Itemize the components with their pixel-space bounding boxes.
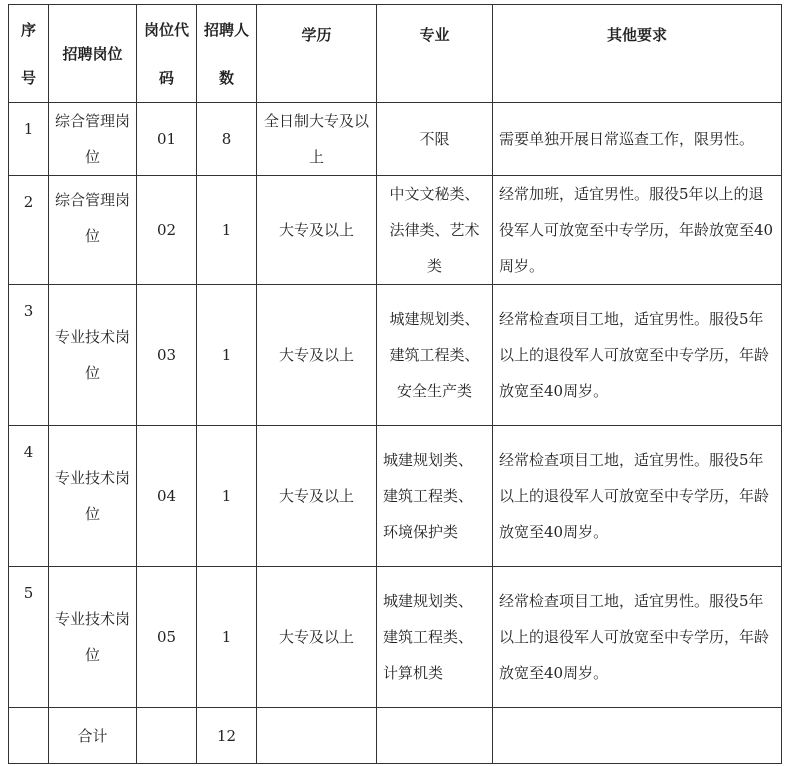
cell-seq: 3	[9, 285, 49, 426]
header-other: 其他要求	[493, 5, 782, 103]
table-row	[9, 426, 782, 567]
cell-education: 大专及以上	[257, 567, 377, 708]
total-row	[9, 708, 782, 764]
cell-seq-empty	[9, 708, 49, 764]
table-row	[9, 176, 782, 285]
cell-other: 经常检查项目工地，适宜男性。服役5年以上的退役军人可放宽至中专学历，年龄放宽至40周岁。	[493, 285, 782, 426]
cell-code: 05	[137, 567, 197, 708]
cell-education-empty	[257, 708, 377, 764]
cell-education: 全日制大专及以上	[257, 103, 377, 176]
header-code: 岗位代码	[137, 5, 197, 103]
cell-other: 需要单独开展日常巡查工作，限男性。	[493, 103, 782, 176]
header-major: 专业	[377, 5, 493, 103]
header-row	[9, 5, 782, 103]
cell-major-empty	[377, 708, 493, 764]
cell-seq: 2	[9, 176, 49, 285]
total-label: 合计	[49, 708, 137, 764]
cell-other-empty	[493, 708, 782, 764]
cell-count: 8	[197, 103, 257, 176]
cell-major: 城建规划类、建筑工程类、环境保护类	[377, 426, 493, 567]
cell-major: 城建规划类、建筑工程类、计算机类	[377, 567, 493, 708]
cell-major: 不限	[377, 103, 493, 176]
cell-education: 大专及以上	[257, 285, 377, 426]
cell-position: 专业技术岗位	[49, 285, 137, 426]
cell-count: 1	[197, 426, 257, 567]
cell-position: 专业技术岗位	[49, 426, 137, 567]
total-count: 12	[197, 708, 257, 764]
cell-count: 1	[197, 285, 257, 426]
cell-other: 经常检查项目工地，适宜男性。服役5年以上的退役军人可放宽至中专学历，年龄放宽至40周岁。	[493, 567, 782, 708]
cell-code: 04	[137, 426, 197, 567]
recruitment-table	[8, 4, 782, 764]
cell-seq: 1	[9, 103, 49, 176]
cell-position: 综合管理岗位	[49, 103, 137, 176]
cell-education: 大专及以上	[257, 176, 377, 285]
table-row	[9, 103, 782, 176]
cell-count: 1	[197, 567, 257, 708]
cell-position: 专业技术岗位	[49, 567, 137, 708]
cell-position: 综合管理岗位	[49, 176, 137, 285]
cell-code-empty	[137, 708, 197, 764]
cell-major: 中文文秘类、法律类、艺术类	[377, 176, 493, 285]
cell-other: 经常检查项目工地，适宜男性。服役5年以上的退役军人可放宽至中专学历，年龄放宽至40周岁。	[493, 426, 782, 567]
cell-education: 大专及以上	[257, 426, 377, 567]
cell-other: 经常加班，适宜男性。服役5年以上的退役军人可放宽至中专学历，年龄放宽至40周岁。	[493, 176, 782, 285]
cell-major: 城建规划类、建筑工程类、安全生产类	[377, 285, 493, 426]
cell-code: 01	[137, 103, 197, 176]
table-row	[9, 285, 782, 426]
table-row	[9, 567, 782, 708]
cell-count: 1	[197, 176, 257, 285]
cell-code: 02	[137, 176, 197, 285]
cell-seq: 5	[9, 567, 49, 708]
header-seq: 序号	[9, 5, 49, 103]
header-education: 学历	[257, 5, 377, 103]
header-count: 招聘人数	[197, 5, 257, 103]
cell-code: 03	[137, 285, 197, 426]
cell-seq: 4	[9, 426, 49, 567]
header-position: 招聘岗位	[49, 5, 137, 103]
